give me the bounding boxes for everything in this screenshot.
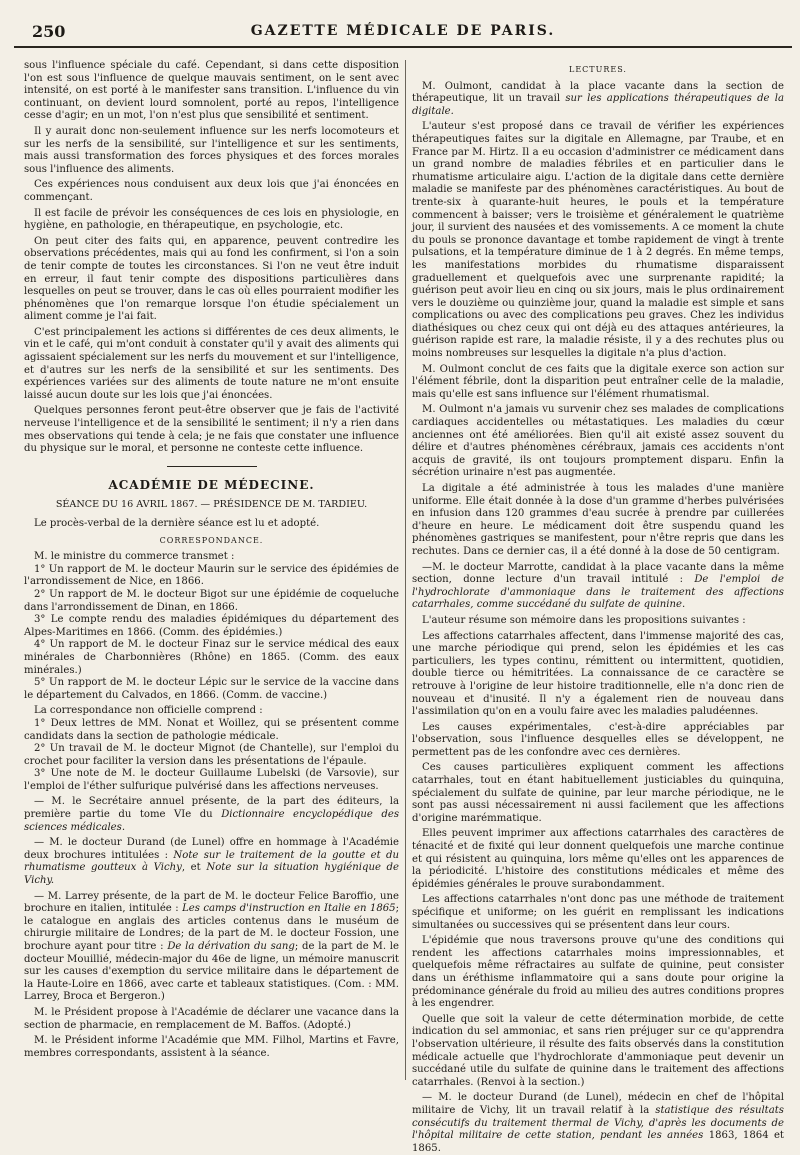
paragraph: L'épidémie que nous traversons prouve qu'une des conditions qui rendent les affections catarrhales moins impressionnables, et quelquefois même réfractaires au sulfate de quinine, peut consister dans un éréthisme inflammatoire qui a sans doute pour origine la prédominance générale du froid au milieu des autres conditions propres à les engendrer. (412, 935, 784, 1010)
paragraph: La correspondance non officielle comprend : (34, 705, 263, 717)
paragraph: sous l'influence spéciale du café. Cependant, si dans cette disposition l'on est sous l'influence de quelque mauvais sentiment, on le sent avec intensité, on est porté à le manifester sans transition. L'influence du vin continuant, on devient lourd somnolent, porté au repos, l'intelligence cesse d'agir; en un mot, l'on n'est plus que sensibilité et sentiment. (24, 60, 399, 122)
paragraph (24, 891, 399, 1004)
column-divider (405, 60, 406, 1080)
paragraph: Les affections catarrhales affectent, dans l'immense majorité des cas, une marche périodique qui prend, selon les épidémies et les cas particuliers, les types continu, rémittent ou intermittent, quotidien, double tierce ou hémitritées. La connaissance de ce caractère se retrouve à l'origine de leur histoire traditionnelle, elle n'a donc rien de nouveau et d'inusité. Il n'y a également rien de nouveau dans l'assimilation qu'on en a voulu faire avec les maladies paludéennes. (412, 630, 784, 718)
text-run: , et (181, 862, 201, 874)
list-item: 3° Une note de M. le docteur Guillaume Lubelski (de Varsovie), sur l'emploi de l'éther sulfurique pulvérisé dans les affections nerveuses. (24, 768, 399, 792)
paragraph: L'auteur résume son mémoire dans les propositions suivantes : (422, 614, 746, 626)
italic-title: De la dérivation du sang (167, 941, 295, 952)
page-header (14, 20, 792, 48)
italic-title: statistique des résultats consécutifs du traitement thermal de Vichy, d'après les documents de l'hôpital militaire de cette station, pendant les années (412, 1104, 784, 1142)
list-item: 5° Un rapport de M. le docteur Lépic sur le service de la vaccine dans le département du Calvados, en 1866. (Comm. de vaccine.) (24, 677, 399, 701)
paragraph (24, 837, 399, 887)
list-item: 1° Deux lettres de MM. Nonat et Woillez, qui se présentent comme candidats dans la section de pathologie médicale. (24, 717, 399, 742)
text-run: — M. le docteur Durand (de Lunel), médecin en chef de l'hôpital militaire de Vichy, lit un travail relatif à la (412, 1092, 784, 1116)
left-column (24, 60, 399, 1060)
paragraph: M. le Président informe l'Académie que MM. Filhol, Martins et Favre, membres correspondants, assistent à la séance. (24, 1035, 399, 1059)
list-item: 3° Le compte rendu des maladies épidémiques du département des Alpes-Maritimes en 1866. (Comm. des épidémies.) (24, 614, 399, 638)
paragraph (24, 796, 399, 834)
page-number: 250 (32, 22, 66, 41)
text-run: —M. le docteur Marrotte, candidat à la place vacante dans la même section, donne lecture d'un travail intitulé : (412, 561, 784, 586)
session-heading: SÉANCE DU 16 AVRIL 1867. — PRÉSIDENCE DE M. TARDIEU. (55, 499, 368, 511)
text-run: 1863, 1864 et 1865. (412, 1130, 784, 1154)
paragraph: L'auteur s'est proposé dans ce travail de vérifier les expériences thérapeutiques faites sur la digitale en Allemagne, par Traube, et en France par M. Hirtz. Il a eu occasion d'administrer ce médicament dans un grand nombre de maladies fébriles et en particulier dans le rhumatisme articulaire aigu. L'action de la digitale dans cette dernière maladie se manifeste par des phénomènes caractéristiques. Au bout de trente-six à quarante-huit heures, le pouls et la température commencent à baisser; vers le troisième et généralement le quatrième jour, il survient des nausées et des vomissements. A ce moment la chute du pouls se prononce davantage et tombe rapidement de vingt à trente pulsations, et la température diminue de 1 à 2 degrés. En même temps, les manifestations morbides du rhumatisme disparaissent graduellement et quelquefois avec une surprenante rapidité; la guérison peut avoir lieu en cinq ou six jours, mais le plus ordinairement vers le douzième ou quinzième jour, quand la maladie est simple et sans complications ou avec des complications peu graves. Chez les individus diathésiques ou chez ceux qui ont déjà eu des attaques antérieures, la guérison rapide est rare, la maladie résiste, il y a des rechutes plus ou moins nombreuses sur lesquelles la digitale n'a plus d'action. (412, 121, 784, 360)
list-item: 2° Un rapport de M. le docteur Bigot sur une épidémie de coqueluche dans l'arrondissement de Dinan, en 1866. (24, 588, 399, 613)
paragraph (412, 81, 784, 119)
paragraph: M. le Président propose à l'Académie de déclarer une vacance dans la section de pharmacie, en remplacement de M. Baffos. (Adopté.) (24, 1006, 399, 1031)
text-run: — M. le docteur Durand (de Lunel) offre en hommage à l'Académie deux brochures intitulées : (24, 837, 399, 861)
paragraph: Le procès-verbal de la dernière séance est lu et adopté. (34, 518, 320, 529)
paragraph: On peut citer des faits qui, en apparence, peuvent contredire les observations précédentes, mais qui au fond les confirment, si l'on a soin de tenir compte de toutes les circonstances. Si l'on ne veut être induit en erreur, il faut tenir compte des dispositions particulières dans lesquelles on peut se trouver, dans le cas où elles pourraient modifier les phénomènes que l'on remarque lorsque l'on étudie spécialement un aliment comme je l'ai fait. (24, 235, 399, 323)
paragraph: C'est principalement les actions si différentes de ces deux aliments, le vin et le café, qui m'ont conduit à constater qu'il y avait des aliments qui agissaient spécialement sur les nerfs du mouvement et sur l'intelligence, et d'autres sur les nerfs de la sensibilité et sur les sentiments. Des expériences variées sur des aliments de toute nature ne m'ont ensuite laissé aucun doute sur les lois que j'ai énoncées. (24, 326, 399, 401)
paragraph: La digitale a été administrée à tous les malades d'une manière uniforme. Elle était donnée à la dose d'un gramme d'herbes pulvérisées en infusion dans 120 grammes d'eau sucrée à prendre par cuillerées d'heure en heure. Le médicament doit être suspendu quand les phénomènes gastriques se manifestent, pour n'être repris que dans les rechutes. Dans ce dernier cas, il a été donné à la dose de 50 centigram. (412, 483, 784, 557)
italic-title: Note sur la situation hygiénique de Vichy. (24, 862, 399, 887)
paragraph (412, 1092, 784, 1155)
paragraph: Quelle que soit la valeur de cette détermination morbide, de cette indication du sel ammoniac, et sans rien préjuger sur ce qu'apprendra l'observation ultérieure, il résulte des faits observés dans la constitution médicale actuelle que l'hydrochlorate d'ammoniaque peut devenir un succédané utile du sulfate de quinine dans le traitement des affections catarrhales. (Renvoi à la section.) (412, 1013, 784, 1088)
section-rule (167, 466, 257, 467)
paragraph: Les causes expérimentales, c'est-à-dire appréciables par l'observation, sous l'influence desquelles elles se développent, ne permettent pas de les confondre avec ces dernières. (412, 721, 784, 758)
section-title: ACADÉMIE DE MÉDECINE. (108, 477, 315, 492)
list-item: 1° Un rapport de M. le docteur Maurin sur le service des épidémies de l'arrondissement de Nice, en 1866. (24, 563, 399, 588)
italic-title: Les camps d'instruction en Italie en 1865 (182, 903, 396, 915)
paragraph: M. Oulmont n'a jamais vu survenir chez ses malades de complications cardiaques accidentelles ou métastatiques. Les maladies du cœur anciennes ont été améliorées. Bien qu'il ait existé assez souvent du délire et d'autres phénomènes cérébraux, jamais ces accidents n'ont acquis de gravité, ils ont toujours promptement disparu. Enfin la sécrétion urinaire n'est pas augmentée. (412, 404, 784, 479)
subsection-heading: CORRESPONDANCE. (159, 535, 264, 545)
text-run: — M. Larrey présente, de la part de M. le docteur Felice Baroffio, une brochure en italien, intitulée : (24, 890, 399, 915)
subsection-heading: LECTURES. (569, 65, 627, 74)
paragraph: Ces causes particulières expliquent comment les affections catarrhales, tout en étant habituellement justiciables du quinquina, spécialement du sulfate de quinine, par leur marche périodique, ne le sont pas aussi nécessairement ni aussi facilement que les affections d'origine marémmatique. (412, 762, 784, 824)
newspaper-page (14, 20, 792, 1154)
paragraph: Il y aurait donc non-seulement influence sur les nerfs locomoteurs et sur les nerfs de la sensibilité, sur l'intelligence et sur les sentiments, mais aussi transformation des forces physiques et des forces morales sous l'influence des aliments. (24, 125, 399, 175)
paragraph: Ces expériences nous conduisent aux deux lois que j'ai énoncées en commençant. (24, 179, 399, 203)
paragraph: Elles peuvent imprimer aux affections catarrhales des caractères de ténacité et de fixité qui leur donnent quelquefois une marche continue et qui résistent au quinquina, lors même qu'elles ont les apparences de la périodicité. L'histoire des constitutions médicales et même des épidémies générales le prouve surabondamment. (412, 828, 784, 890)
right-column (412, 60, 784, 1155)
paragraph (412, 562, 784, 612)
italic-title: Dictionnaire encyclopédique des sciences médicales. (24, 809, 400, 833)
paragraph: Les affections catarrhales n'ont donc pas une méthode de traitement spécifique et uniforme; on les guérit en remplissant les indications simultanées ou successives qui se présentent dans leur cours. (412, 894, 784, 931)
paragraph: Quelques personnes feront peut-être observer que je fais de l'activité nerveuse l'intelligence et de la sensibilité le sentiment; il n'y a rien dans mes observations qui tende à cela; je ne fais que constater une influence du physique sur le moral, et personne ne conteste cette influence. (24, 405, 399, 455)
italic-title: sur les applications thérapeutiques de la digitale. (412, 93, 784, 117)
paragraph: M. le ministre du commerce transmet : (34, 551, 235, 563)
journal-title: GAZETTE MÉDICALE DE PARIS. (250, 23, 556, 39)
text-run: M. Oulmont, candidat à la place vacante dans la section de thérapeutique, lit un travail (412, 80, 784, 105)
italic-title: Note sur le traitement de la goutte et du rhumatisme goutteux à Vichy (24, 849, 400, 874)
text-run: ; le catalogue en anglais des articles contenus dans le muséum de chirurgie militaire de Londres; de la part de M. le docteur Fossion, une brochure ayant pour titre : (24, 903, 399, 952)
list-item: 2° Un travail de M. le docteur Mignot (de Chantelle), sur l'emploi du crochet pour faciliter la version dans les présentations de l'épaule. (24, 743, 399, 767)
paragraph: M. Oulmont conclut de ces faits que la digitale exerce son action sur l'élément fébrile, dont la disparition peut entraîner celle de la maladie, mais qu'elle est sans influence sur l'élément rhumatismal. (412, 363, 784, 400)
list-item: 4° Un rapport de M. le docteur Finaz sur le service médical des eaux minérales de Charbonnières (Rhône) en 1865. (Comm. des eaux minérales.) (24, 639, 399, 676)
paragraph: Il est facile de prévoir les conséquences de ces lois en physiologie, en hygiène, en pathologie, en thérapeutique, en psychologie, etc. (24, 207, 399, 232)
text-run: — M. le Secrétaire annuel présente, de la part des éditeurs, la première partie du tome VIe du (24, 796, 399, 821)
text-run: ; de la part de M. le docteur Mouillié, médecin-major du 46e de ligne, un mémoire manuscrit sur les causes d'exemption du service militaire dans le département de la Haute-Loire en 1866, avec carte et tableaux statistiques. (Com. : MM. Larrey, Broca et Bergeron.) (24, 941, 399, 1003)
italic-title: De l'emploi de l'hydrochlorate d'ammoniaque dans le traitement des affections catarrhales, comme succédané du sulfate de quinine. (412, 574, 784, 611)
